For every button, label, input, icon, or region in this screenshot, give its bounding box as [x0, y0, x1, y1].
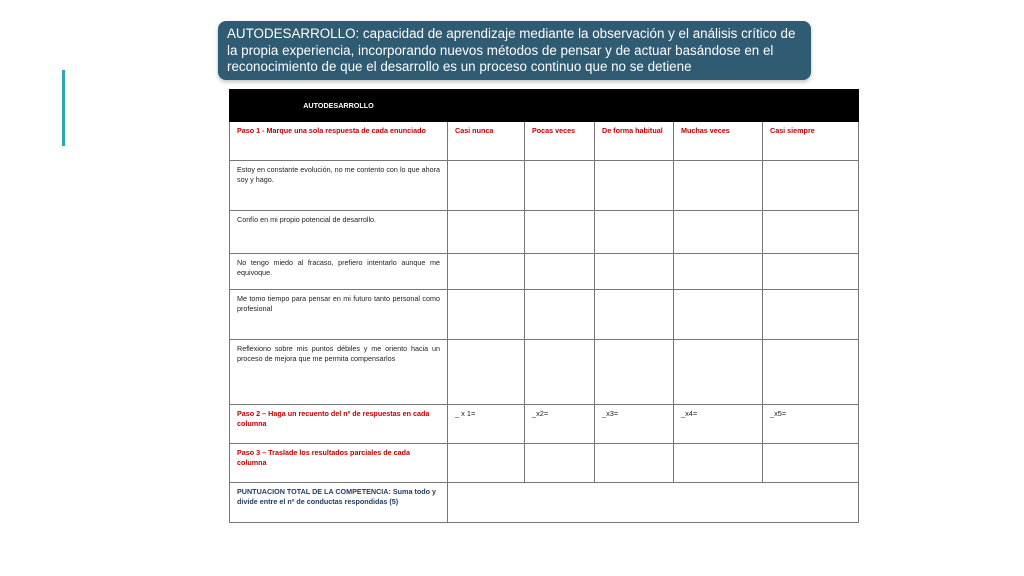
table-row	[230, 254, 859, 290]
self-assessment-table	[229, 89, 859, 523]
table-row	[230, 340, 859, 405]
step3-instruction: Paso 3 – Traslade los resultados parciales de cada columna	[230, 444, 448, 483]
total-score-cell[interactable]	[448, 483, 859, 523]
definition-banner	[218, 21, 811, 80]
column-label-pocas-veces: Pocas veces	[525, 122, 595, 161]
partial-result-cell[interactable]	[525, 444, 595, 483]
item-statement: Estoy en constante evolución, no me contento con lo que ahora soy y hago.	[230, 161, 448, 211]
header-cell	[595, 90, 674, 122]
accent-bar	[62, 70, 65, 146]
answer-cell-casi-siempre[interactable]	[763, 211, 859, 254]
answer-cell-de-forma-habitual[interactable]	[595, 211, 674, 254]
answer-cell-pocas-veces[interactable]	[525, 161, 595, 211]
step2-instruction: Paso 2 – Haga un recuento del nº de respuestas en cada columna	[230, 405, 448, 444]
answer-cell-de-forma-habitual[interactable]	[595, 290, 674, 340]
answer-cell-muchas-veces[interactable]	[674, 161, 763, 211]
column-label-de-forma-habitual: De forma habitual	[595, 122, 674, 161]
answer-cell-casi-siempre[interactable]	[763, 290, 859, 340]
definition-text: AUTODESARROLLO: capacidad de aprendizaje mediante la observación y el análisis crítico de la propia experiencia, incorporando nuevos métodos de pensar y de actuar basándose en el reconocimiento de que el desarrollo es un proceso continuo que no se detiene	[227, 26, 796, 74]
header-cell	[525, 90, 595, 122]
count-cell-x4[interactable]: _x4=	[674, 405, 763, 444]
answer-cell-casi-nunca[interactable]	[448, 161, 525, 211]
count-cell-x1[interactable]: _ x 1=	[448, 405, 525, 444]
table-header-row	[230, 90, 859, 122]
partial-result-cell[interactable]	[448, 444, 525, 483]
answer-cell-casi-nunca[interactable]	[448, 290, 525, 340]
partial-result-cell[interactable]	[763, 444, 859, 483]
table-row	[230, 290, 859, 340]
step2-row	[230, 405, 859, 444]
item-statement: Me tomo tiempo para pensar en mi futuro tanto personal como profesional	[230, 290, 448, 340]
table-row	[230, 161, 859, 211]
step3-row	[230, 444, 859, 483]
item-statement: Confío en mi propio potencial de desarrollo.	[230, 211, 448, 254]
step1-row	[230, 122, 859, 161]
answer-cell-de-forma-habitual[interactable]	[595, 340, 674, 405]
answer-cell-muchas-veces[interactable]	[674, 254, 763, 290]
count-cell-x2[interactable]: _x2=	[525, 405, 595, 444]
answer-cell-casi-siempre[interactable]	[763, 254, 859, 290]
step1-instruction: Paso 1 - Marque una sola respuesta de cada enunciado	[230, 122, 448, 161]
answer-cell-pocas-veces[interactable]	[525, 211, 595, 254]
header-cell	[674, 90, 763, 122]
answer-cell-de-forma-habitual[interactable]	[595, 161, 674, 211]
count-cell-x5[interactable]: _x5=	[763, 405, 859, 444]
answer-cell-de-forma-habitual[interactable]	[595, 254, 674, 290]
answer-cell-pocas-veces[interactable]	[525, 340, 595, 405]
column-label-muchas-veces: Muchas veces	[674, 122, 763, 161]
answer-cell-pocas-veces[interactable]	[525, 254, 595, 290]
total-description: : Suma todo y divide entre el nº de conductas respondidas (5)	[237, 487, 437, 506]
table-row	[230, 211, 859, 254]
column-label-casi-siempre: Casi siempre	[763, 122, 859, 161]
header-cell	[763, 90, 859, 122]
partial-result-cell[interactable]	[595, 444, 674, 483]
answer-cell-muchas-veces[interactable]	[674, 211, 763, 254]
column-label-casi-nunca: Casi nunca	[448, 122, 525, 161]
total-score-label	[230, 483, 448, 523]
answer-cell-casi-siempre[interactable]	[763, 161, 859, 211]
item-statement: No tengo miedo al fracaso, prefiero intentarlo aunque me equivoque.	[230, 254, 448, 290]
partial-result-cell[interactable]	[674, 444, 763, 483]
count-cell-x3[interactable]: _x3=	[595, 405, 674, 444]
answer-cell-casi-nunca[interactable]	[448, 211, 525, 254]
answer-cell-pocas-veces[interactable]	[525, 290, 595, 340]
total-row	[230, 483, 859, 523]
answer-cell-muchas-veces[interactable]	[674, 290, 763, 340]
item-statement: Reflexiono sobre mis puntos débiles y me oriento hacia un proceso de mejora que me permita compensarlos	[230, 340, 448, 405]
answer-cell-muchas-veces[interactable]	[674, 340, 763, 405]
answer-cell-casi-siempre[interactable]	[763, 340, 859, 405]
total-label: PUNTUACION TOTAL DE LA COMPETENCIA	[237, 487, 389, 496]
table-title: AUTODESARROLLO	[230, 90, 448, 122]
header-cell	[448, 90, 525, 122]
answer-cell-casi-nunca[interactable]	[448, 254, 525, 290]
answer-cell-casi-nunca[interactable]	[448, 340, 525, 405]
